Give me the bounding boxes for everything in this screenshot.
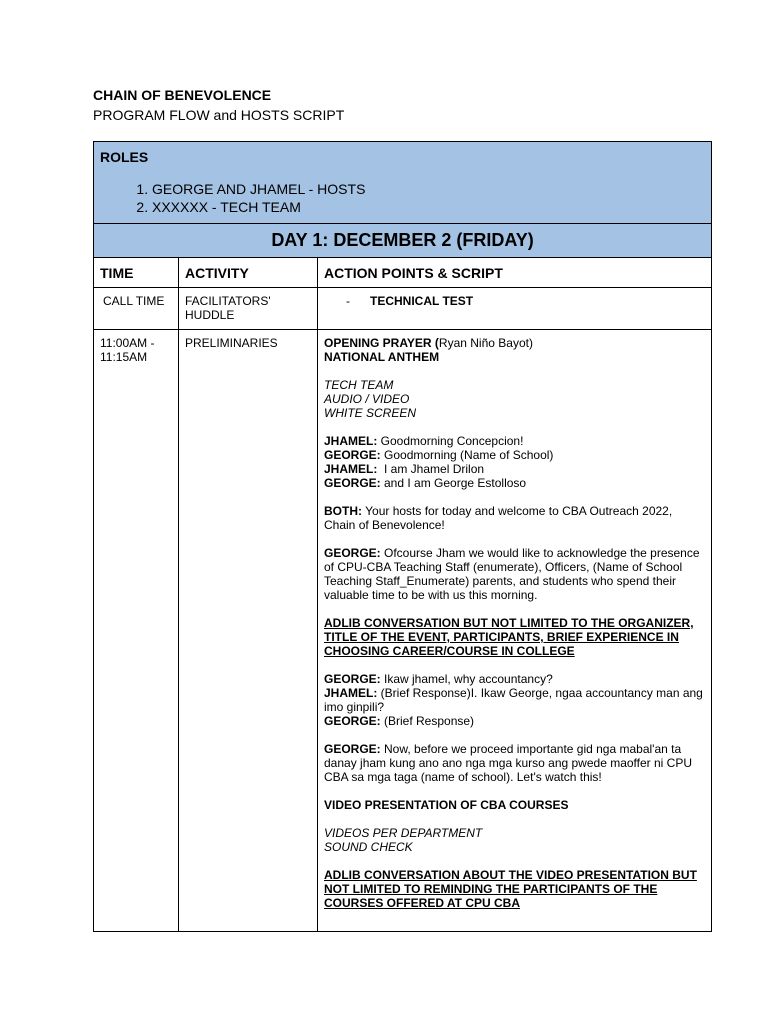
dialogue-line: Ikaw jhamel, why accountancy? — [380, 672, 553, 686]
day-row — [94, 224, 712, 258]
video-presentation-label: VIDEO PRESENTATION OF CBA COURSES — [324, 798, 569, 812]
dialogue-block — [324, 672, 705, 728]
national-anthem-label: NATIONAL ANTHEM — [324, 350, 440, 364]
speaker-label: GEORGE: — [324, 742, 381, 756]
activity-cell: FACILITATORS' HUDDLE — [179, 288, 318, 330]
document-subtitle: PROGRAM FLOW and HOSTS SCRIPT — [93, 107, 345, 123]
speaker-label: BOTH: — [324, 504, 362, 518]
video-note: VIDEOS PER DEPARTMENT — [324, 826, 483, 840]
dialogue-line: Your hosts for today and welcome to CBA Outreach 2022, Chain of Benevolence! — [324, 504, 673, 532]
dialogue-line: Now, before we proceed importante gid nga mabal'an ta danay jham kung ano ano nga mga kurso ang pwede maoffer ni CPU CBA sa mga taga (name of school). Let's watch this! — [324, 742, 693, 784]
dialogue-line: Goodmorning (Name of School) — [380, 448, 554, 462]
table-row — [94, 288, 712, 330]
tech-note: AUDIO / VIDEO — [324, 392, 410, 406]
proceed-line-block — [324, 742, 705, 784]
dialogue-line: Ofcourse Jham we would like to acknowledge the presence of CPU-CBA Teaching Staff (enumerate), Officers, (Name of School Teaching Staff_Enumerate) parents, and students who spend their valuable time to be with us this morning. — [324, 546, 700, 602]
speaker-label: GEORGE: — [324, 714, 381, 728]
role-item: 2. XXXXXX - TECH TEAM — [152, 198, 705, 216]
both-greeting — [324, 504, 705, 532]
document-title: CHAIN OF BENEVOLENCE — [93, 87, 272, 103]
speaker-label: GEORGE: — [324, 672, 381, 686]
opening-block — [324, 336, 705, 364]
script-cell — [318, 330, 712, 932]
tech-note: WHITE SCREEN — [324, 406, 417, 420]
tech-notes — [324, 378, 705, 420]
action-point — [324, 294, 705, 308]
dialogue-block — [324, 434, 705, 490]
speaker-label: GEORGE: — [324, 448, 381, 462]
activity-cell: PRELIMINARIES — [179, 330, 318, 932]
tech-note: TECH TEAM — [324, 378, 394, 392]
day-title: DAY 1: DECEMBER 2 (FRIDAY) — [94, 224, 712, 258]
time-cell: CALL TIME — [94, 288, 179, 330]
dialogue-line: I am Jhamel Drilon — [377, 462, 485, 476]
opening-prayer-label: OPENING PRAYER ( — [324, 336, 439, 350]
time-cell: 11:00AM - 11:15AM — [94, 330, 179, 932]
column-header-script: ACTION POINTS & SCRIPT — [318, 258, 712, 288]
speaker-label: GEORGE: — [324, 476, 381, 490]
role-item: 1. GEORGE AND JHAMEL - HOSTS — [152, 180, 705, 198]
dialogue-line: (Brief Response) — [380, 714, 475, 728]
dialogue-line: and I am George Estolloso — [380, 476, 527, 490]
roles-row — [94, 142, 712, 224]
dialogue-line: (Brief Response)I. Ikaw George, ngaa accountancy man ang imo ginpili? — [324, 686, 703, 714]
program-table — [93, 141, 712, 932]
roles-cell — [94, 142, 712, 224]
adlib-note: ADLIB CONVERSATION ABOUT THE VIDEO PRESENTATION BUT NOT LIMITED TO REMINDING THE PARTICIPANTS OF THE COURSES OFFERED AT CPU CBA — [324, 868, 697, 910]
acknowledgement — [324, 546, 705, 602]
bullet-dash: - — [346, 294, 350, 308]
column-header-time: TIME — [94, 258, 179, 288]
column-header-row — [94, 258, 712, 288]
dialogue-line: Goodmorning Concepcion! — [377, 434, 524, 448]
column-header-activity: ACTIVITY — [179, 258, 318, 288]
table-row — [94, 330, 712, 932]
roles-list — [100, 180, 705, 216]
video-notes — [324, 826, 705, 854]
video-note: SOUND CHECK — [324, 840, 413, 854]
adlib-note: ADLIB CONVERSATION BUT NOT LIMITED TO THE ORGANIZER, TITLE OF THE EVENT, PARTICIPANTS, BRIEF EXPERIENCE IN CHOOSING CAREER/COURSE IN COLLEGE — [324, 616, 694, 658]
script-cell — [318, 288, 712, 330]
roles-heading: ROLES — [100, 149, 149, 165]
speaker-label: JHAMEL: — [324, 434, 378, 448]
speaker-label: JHAMEL: — [324, 686, 378, 700]
action-point-text: TECHNICAL TEST — [370, 294, 474, 308]
speaker-label: GEORGE: — [324, 546, 381, 560]
speaker-label: JHAMEL: — [324, 462, 378, 476]
opening-prayer-name: Ryan Niño Bayot) — [438, 336, 533, 350]
